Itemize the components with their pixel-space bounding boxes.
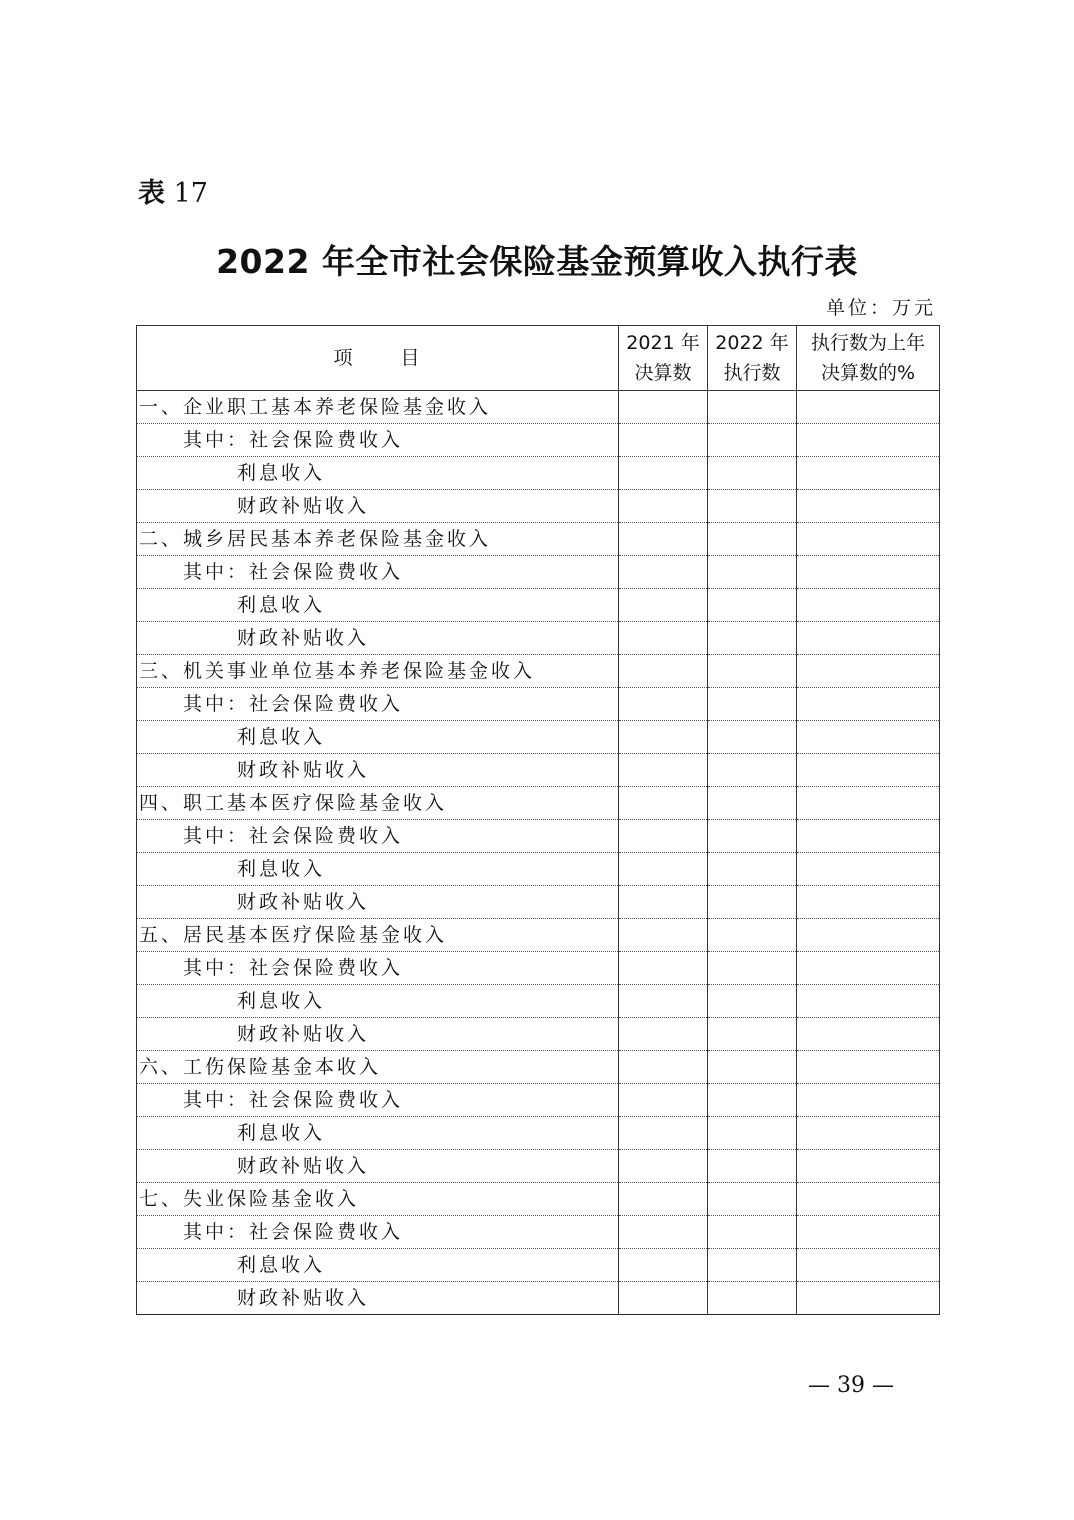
cell-2021-final: [619, 820, 708, 853]
cell-2021-final: [619, 919, 708, 952]
row-label: 利息收入: [137, 721, 619, 754]
cell-2022-actual: [708, 886, 797, 919]
table-row: [137, 589, 940, 622]
cell-percent: [797, 589, 940, 622]
cell-percent: [797, 556, 940, 589]
table-row: [137, 1051, 940, 1084]
cell-2021-final: [619, 1216, 708, 1249]
cell-2022-actual: [708, 523, 797, 556]
cell-2022-actual: [708, 1018, 797, 1051]
cell-2021-final: [619, 457, 708, 490]
row-label: 一、企业职工基本养老保险基金收入: [137, 391, 619, 424]
cell-2022-actual: [708, 1051, 797, 1084]
row-label: 其中：社会保险费收入: [137, 952, 619, 985]
cell-percent: [797, 1051, 940, 1084]
cell-2021-final: [619, 853, 708, 886]
header-item-part2: 目: [400, 347, 422, 369]
cell-2021-final: [619, 1150, 708, 1183]
header-2021-final: [619, 326, 708, 391]
row-label: 四、职工基本医疗保险基金收入: [137, 787, 619, 820]
table-row: [137, 721, 940, 754]
cell-percent: [797, 1183, 940, 1216]
row-label: 其中：社会保险费收入: [137, 1216, 619, 1249]
table-row: [137, 688, 940, 721]
cell-percent: [797, 721, 940, 754]
table-label-number: 17: [173, 178, 208, 209]
table-row: [137, 457, 940, 490]
header-2021-line2: 决算数: [634, 362, 692, 384]
cell-2021-final: [619, 523, 708, 556]
cell-percent: [797, 1117, 940, 1150]
row-label: 其中：社会保险费收入: [137, 556, 619, 589]
row-label: 七、失业保险基金收入: [137, 1183, 619, 1216]
cell-2022-actual: [708, 457, 797, 490]
cell-percent: [797, 820, 940, 853]
row-label: 其中：社会保险费收入: [137, 1084, 619, 1117]
table-row: [137, 622, 940, 655]
table-row: [137, 1216, 940, 1249]
cell-2021-final: [619, 391, 708, 424]
cell-2022-actual: [708, 1183, 797, 1216]
cell-2021-final: [619, 721, 708, 754]
cell-2021-final: [619, 1051, 708, 1084]
table-row: [137, 952, 940, 985]
cell-2022-actual: [708, 622, 797, 655]
table-row: [137, 853, 940, 886]
row-label: 财政补贴收入: [137, 1282, 619, 1315]
cell-2022-actual: [708, 1216, 797, 1249]
header-item-part1: 项: [333, 347, 355, 369]
table-label-prefix: 表: [138, 178, 165, 209]
table-row: [137, 1249, 940, 1282]
header-percent-line1: 执行数为上年: [810, 332, 925, 354]
cell-2021-final: [619, 1282, 708, 1315]
cell-2022-actual: [708, 952, 797, 985]
row-label: 二、城乡居民基本养老保险基金收入: [137, 523, 619, 556]
cell-2021-final: [619, 622, 708, 655]
cell-percent: [797, 457, 940, 490]
cell-2022-actual: [708, 787, 797, 820]
table-number-label: [138, 176, 208, 212]
cell-2022-actual: [708, 919, 797, 952]
cell-2022-actual: [708, 490, 797, 523]
cell-percent: [797, 1150, 940, 1183]
table-row: [137, 754, 940, 787]
cell-2021-final: [619, 1018, 708, 1051]
row-label: 利息收入: [137, 1249, 619, 1282]
cell-percent: [797, 622, 940, 655]
cell-2021-final: [619, 787, 708, 820]
cell-2021-final: [619, 985, 708, 1018]
header-2021-line1: 2021 年: [626, 332, 700, 354]
cell-percent: [797, 1282, 940, 1315]
cell-2022-actual: [708, 853, 797, 886]
cell-percent: [797, 952, 940, 985]
cell-percent: [797, 1216, 940, 1249]
table-row: [137, 820, 940, 853]
table-row: [137, 1150, 940, 1183]
table-row: [137, 787, 940, 820]
row-label: 六、工伤保险基金本收入: [137, 1051, 619, 1084]
cell-2021-final: [619, 589, 708, 622]
cell-percent: [797, 655, 940, 688]
cell-2021-final: [619, 556, 708, 589]
row-label: 其中：社会保险费收入: [137, 424, 619, 457]
header-2022-line1: 2022 年: [715, 332, 789, 354]
cell-2022-actual: [708, 1084, 797, 1117]
cell-2021-final: [619, 424, 708, 457]
row-label: 其中：社会保险费收入: [137, 820, 619, 853]
header-percent: [797, 326, 940, 391]
cell-2021-final: [619, 688, 708, 721]
cell-2021-final: [619, 1084, 708, 1117]
row-label: 财政补贴收入: [137, 490, 619, 523]
cell-percent: [797, 1018, 940, 1051]
cell-2022-actual: [708, 424, 797, 457]
row-label: 财政补贴收入: [137, 886, 619, 919]
cell-percent: [797, 787, 940, 820]
cell-percent: [797, 391, 940, 424]
header-percent-line2: 决算数的%: [820, 362, 916, 384]
cell-2022-actual: [708, 589, 797, 622]
cell-percent: [797, 853, 940, 886]
row-label: 财政补贴收入: [137, 1018, 619, 1051]
table-row: [137, 655, 940, 688]
cell-2021-final: [619, 655, 708, 688]
cell-percent: [797, 886, 940, 919]
header-item: [137, 326, 619, 391]
unit-label: 单位：万元: [825, 297, 936, 319]
table-row: [137, 1018, 940, 1051]
cell-percent: [797, 424, 940, 457]
table-row: [137, 391, 940, 424]
cell-2021-final: [619, 952, 708, 985]
cell-2021-final: [619, 490, 708, 523]
page-title: 2022 年全市社会保险基金预算收入执行表: [216, 242, 858, 281]
cell-percent: [797, 490, 940, 523]
cell-2022-actual: [708, 1117, 797, 1150]
table-row: [137, 1183, 940, 1216]
cell-2022-actual: [708, 556, 797, 589]
cell-percent: [797, 1084, 940, 1117]
cell-2022-actual: [708, 1282, 797, 1315]
cell-2021-final: [619, 886, 708, 919]
cell-percent: [797, 985, 940, 1018]
table-row: [137, 556, 940, 589]
table-row: [137, 523, 940, 556]
table-row: [137, 1117, 940, 1150]
table-row: [137, 1282, 940, 1315]
row-label: 财政补贴收入: [137, 754, 619, 787]
cell-2022-actual: [708, 391, 797, 424]
cell-2021-final: [619, 754, 708, 787]
header-2022-line2: 执行数: [723, 362, 781, 384]
cell-2021-final: [619, 1183, 708, 1216]
table-row: [137, 490, 940, 523]
table-body: [137, 391, 940, 1315]
page-number: — 39 —: [808, 1373, 894, 1398]
cell-percent: [797, 688, 940, 721]
cell-2022-actual: [708, 754, 797, 787]
row-label: 财政补贴收入: [137, 1150, 619, 1183]
cell-2022-actual: [708, 1249, 797, 1282]
table-row: [137, 985, 940, 1018]
row-label: 利息收入: [137, 457, 619, 490]
row-label: 五、居民基本医疗保险基金收入: [137, 919, 619, 952]
row-label: 财政补贴收入: [137, 622, 619, 655]
cell-2021-final: [619, 1117, 708, 1150]
row-label: 利息收入: [137, 985, 619, 1018]
row-label: 利息收入: [137, 589, 619, 622]
cell-2022-actual: [708, 688, 797, 721]
table-row: [137, 886, 940, 919]
cell-2022-actual: [708, 1150, 797, 1183]
table-row: [137, 424, 940, 457]
cell-2022-actual: [708, 655, 797, 688]
table-header-row: [137, 326, 940, 391]
cell-2022-actual: [708, 820, 797, 853]
budget-table: [136, 325, 940, 1315]
row-label: 利息收入: [137, 853, 619, 886]
cell-2022-actual: [708, 721, 797, 754]
row-label: 其中：社会保险费收入: [137, 688, 619, 721]
table-row: [137, 919, 940, 952]
cell-percent: [797, 754, 940, 787]
row-label: 利息收入: [137, 1117, 619, 1150]
header-2022-actual: [708, 326, 797, 391]
cell-percent: [797, 523, 940, 556]
row-label: 三、机关事业单位基本养老保险基金收入: [137, 655, 619, 688]
cell-percent: [797, 1249, 940, 1282]
cell-2022-actual: [708, 985, 797, 1018]
cell-2021-final: [619, 1249, 708, 1282]
cell-percent: [797, 919, 940, 952]
table-row: [137, 1084, 940, 1117]
